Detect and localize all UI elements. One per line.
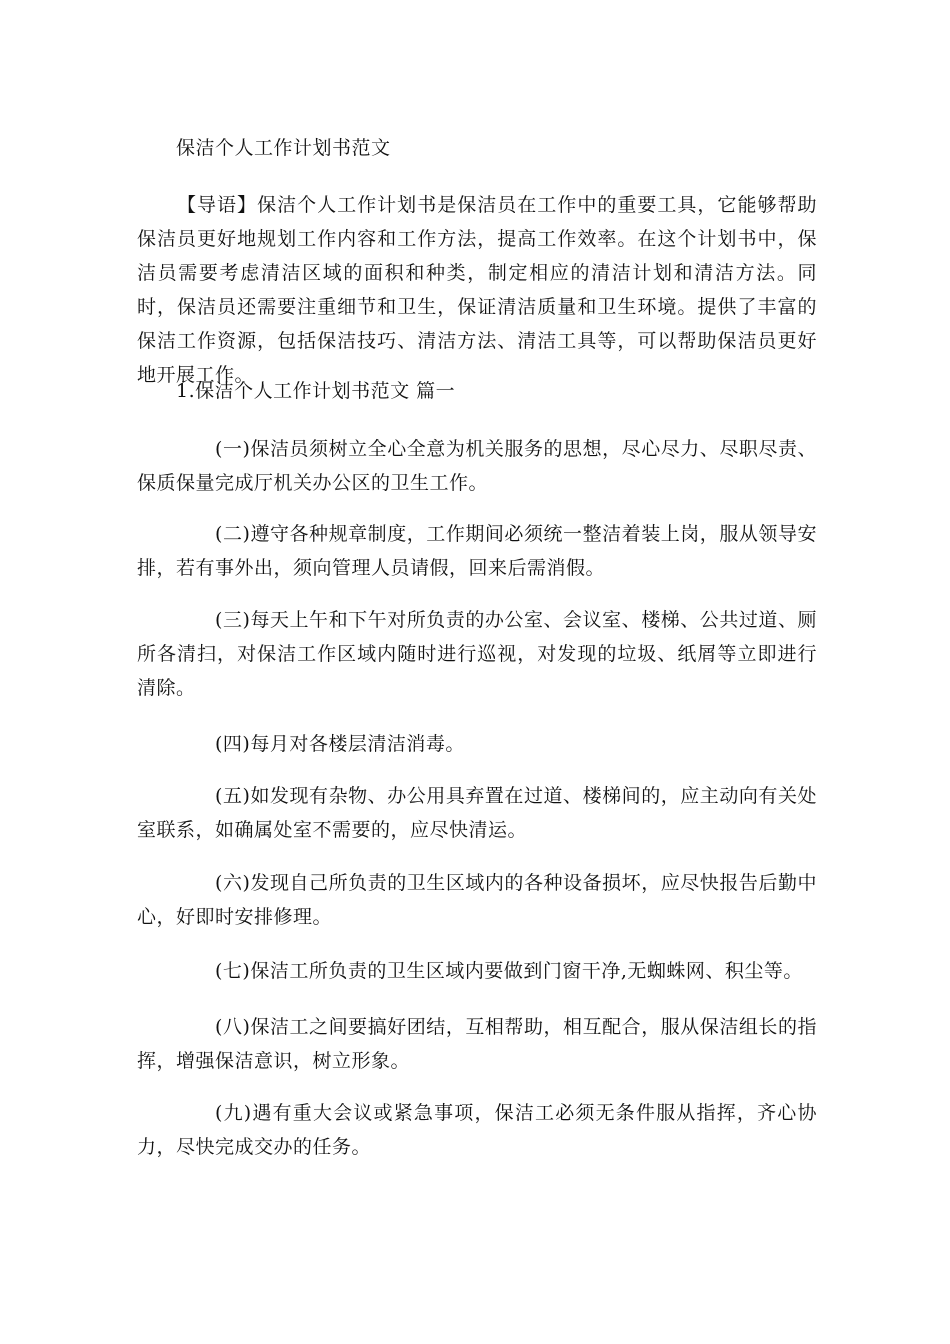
list-item: (六)发现自己所负责的卫生区域内的各种设备损坏，应尽快报告后勤中心，好即时安排修理。 bbox=[137, 872, 817, 928]
list-item: (八)保洁工之间要搞好团结，互相帮助，相互配合，服从保洁组长的指挥，增强保洁意识，树立形象。 bbox=[137, 1016, 817, 1072]
document-title: 保洁个人工作计划书范文 bbox=[176, 137, 391, 159]
intro-paragraph: 【导语】保洁个人工作计划书是保洁员在工作中的重要工具，它能够帮助保洁员更好地规划工作内容和工作方法，提高工作效率。在这个计划书中，保洁员需要考虑清洁区域的面积和种类，制定相应的清洁计划和清洁方法。同时，保洁员还需要注重细节和卫生，保证清洁质量和卫生环境。提供了丰富的保洁工作资源，包括保洁技巧、清洁方法、清洁工具等，可以帮助保洁员更好地开展工作。 bbox=[137, 194, 817, 386]
list-item: (三)每天上午和下午对所负责的办公室、会议室、楼梯、公共过道、厕所各清扫，对保洁工作区域内随时进行巡视，对发现的垃圾、纸屑等立即进行清除。 bbox=[137, 609, 817, 699]
list-item: (四)每月对各楼层清洁消毒。 bbox=[215, 733, 465, 755]
section-heading: 1.保洁个人工作计划书范文 篇一 bbox=[176, 380, 456, 402]
list-item: (五)如发现有杂物、办公用具弃置在过道、楼梯间的，应主动向有关处室联系，如确属处室不需要的，应尽快清运。 bbox=[137, 785, 817, 841]
list-item: (一)保洁员须树立全心全意为机关服务的思想，尽心尽力、尽职尽责、保质保量完成厅机关办公区的卫生工作。 bbox=[137, 438, 817, 494]
list-item: (七)保洁工所负责的卫生区域内要做到门窗干净,无蜘蛛网、积尘等。 bbox=[215, 960, 803, 982]
list-item: (九)遇有重大会议或紧急事项，保洁工必须无条件服从指挥，齐心协力，尽快完成交办的任务。 bbox=[137, 1102, 817, 1158]
list-item: (二)遵守各种规章制度，工作期间必须统一整洁着装上岗，服从领导安排，若有事外出，须向管理人员请假，回来后需消假。 bbox=[137, 523, 817, 579]
